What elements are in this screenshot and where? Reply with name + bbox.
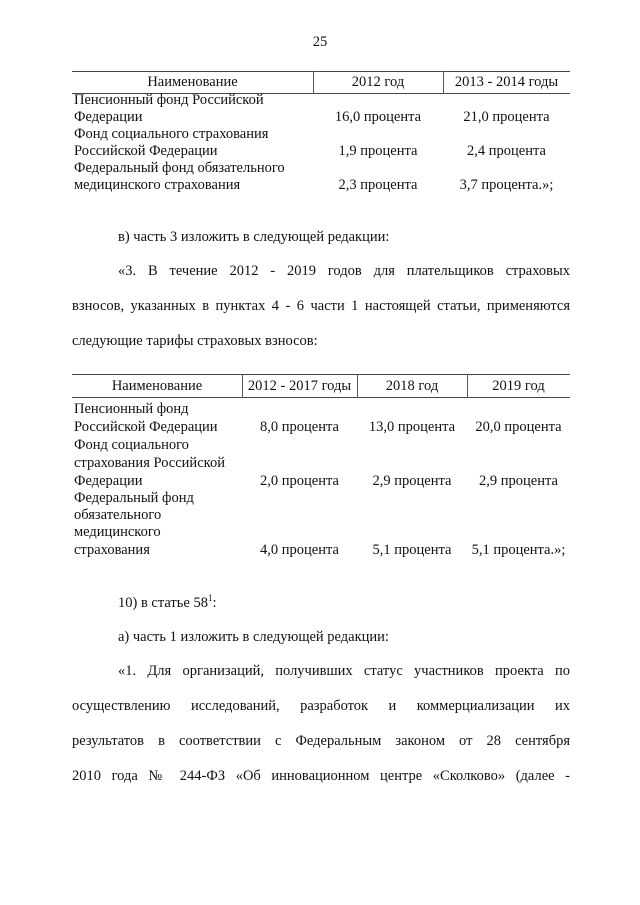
page-number: 25 [312, 34, 328, 50]
table-rule [72, 397, 570, 398]
table-cell: 5,1 процента [372, 542, 452, 558]
table-rule [72, 374, 570, 375]
row-name: Пенсионный фонд [74, 401, 189, 417]
row-name: Федерации [74, 109, 143, 125]
row-name: Федеральный фонд обязательного [74, 160, 285, 176]
table-cell: 20,0 процента [475, 419, 562, 435]
paragraph-1-line: «1. Для организаций, получивших статус участников проекта по [118, 663, 570, 679]
table-cell: 1,9 процента [338, 143, 418, 159]
paragraph-3-line: «3. В течение 2012 - 2019 годов для плательщиков страховых [118, 263, 570, 279]
row-name: Российской Федерации [74, 143, 218, 159]
column-header: Наименование [111, 378, 203, 394]
row-name: Фонд социального страхования [74, 126, 269, 142]
paragraph-10-sup: 1 [207, 593, 213, 604]
column-header: 2012 год [351, 74, 405, 90]
table-cell: 8,0 процента [260, 419, 339, 435]
row-name: страхования [74, 542, 150, 558]
paragraph-1-line: 2010 года № 244-ФЗ «Об инновационном центре «Сколково» (далее - [72, 768, 570, 784]
table-cell: 4,0 процента [260, 542, 339, 558]
row-name: медицинского [74, 524, 161, 540]
column-header: 2013 - 2014 годы [454, 74, 559, 90]
paragraph-a: а) часть 1 изложить в следующей редакции: [118, 629, 389, 645]
row-name: страхования Российской [74, 455, 225, 471]
paragraph-1-line: осуществлению исследований, разработок и коммерциализации их [72, 698, 570, 714]
row-name: медицинского страхования [74, 177, 241, 193]
row-name: Фонд социального [74, 437, 189, 453]
column-header: 2019 год [492, 378, 545, 394]
paragraph-3-line: следующие тарифы страховых взносов: [72, 333, 318, 349]
table-rule [72, 71, 570, 72]
table-cell: 16,0 процента [334, 109, 422, 125]
row-name: Федерации [74, 473, 143, 489]
paragraph-10 [118, 595, 216, 612]
table-cell: 2,4 процента [467, 143, 546, 159]
paragraph-10-text: 10) в статье 58 [118, 595, 208, 611]
column-header: 2012 - 2017 годы [247, 378, 352, 394]
row-name: обязательного [74, 507, 162, 523]
column-header: Наименование [147, 74, 238, 90]
column-header: 2018 год [385, 378, 439, 394]
table-cell: 3,7 процента.»; [459, 177, 554, 193]
table-cell: 2,9 процента [372, 473, 452, 489]
row-name: Пенсионный фонд Российской [74, 92, 264, 108]
table-cell: 2,9 процента [479, 473, 558, 489]
row-name: Российской Федерации [74, 419, 218, 435]
row-name: Федеральный фонд [74, 490, 194, 506]
table-cell: 21,0 процента [463, 109, 550, 125]
table-cell: 2,0 процента [260, 473, 339, 489]
table-cell: 13,0 процента [368, 419, 456, 435]
paragraph-3-line: взносов, указанных в пунктах 4 - 6 части 1 настоящей статьи, применяются [72, 298, 570, 314]
table-cell: 2,3 процента [338, 177, 418, 193]
table-cell: 5,1 процента.»; [471, 542, 566, 558]
paragraph-v: в) часть 3 изложить в следующей редакции: [118, 229, 390, 245]
paragraph-10-tail: : [212, 595, 217, 611]
paragraph-1-line: результатов в соответствии с Федеральным законом от 28 сентября [72, 733, 570, 749]
